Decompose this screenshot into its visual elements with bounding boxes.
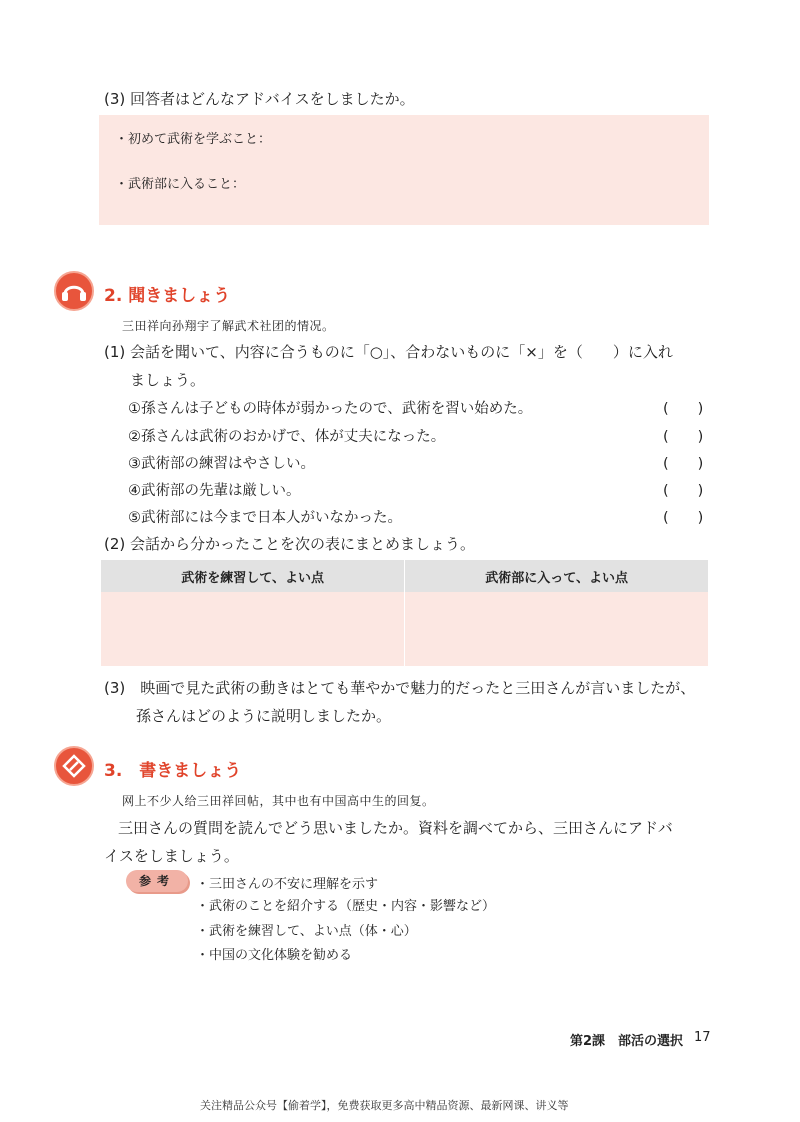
- tf-answer-2[interactable]: ( ): [663, 429, 704, 445]
- tf-item-4: ④武術部の先輩は厳しい。: [128, 483, 301, 499]
- reference-badge: 参考: [126, 870, 188, 892]
- tf-answer-1[interactable]: ( ): [663, 401, 704, 417]
- tf-item-5: ⑤武術部には今まで日本人がいなかった。: [128, 510, 402, 526]
- write-paragraph-line1: 三田さんの質問を読んでどう思いましたか。資料を調べてから、三田さんにアドバ: [118, 819, 673, 837]
- reference-item-2: ・武術のことを紹介する（歴史・内容・影響など）: [196, 899, 496, 914]
- page-number: 17: [694, 1030, 711, 1045]
- footer-note: 关注精品公众号【偷着学】，免费获取更多高中精品资源、最新网课、讲义等: [200, 1099, 569, 1112]
- section-3-subtitle: 网上不少人给三田祥回帖，其中也有中国高中生的回复。: [122, 794, 435, 808]
- tf-answer-3[interactable]: ( ): [663, 456, 704, 472]
- table-cell-practice[interactable]: [101, 592, 405, 666]
- table-header-practice: 武術を練習して、よい点: [101, 560, 405, 592]
- listen-q3-line1: (3) 映画で見た武術の動きはとても華やかで魅力的だったと三田さんが言いましたが、: [104, 679, 696, 697]
- tf-answer-4[interactable]: ( ): [663, 483, 704, 499]
- table-header-club: 武術部に入って、よい点: [405, 560, 709, 592]
- listen-q3-line2: 孫さんはどのように説明しましたか。: [136, 707, 392, 725]
- tf-item-2: ②孫さんは武術のおかげで、体が丈夫になった。: [128, 429, 446, 445]
- reference-item-3: ・武術を練習して、よい点（体・心）: [196, 924, 417, 939]
- listen-q2: (2) 会話から分かったことを次の表にまとめましょう。: [104, 535, 476, 553]
- tf-item-3: ③武術部の練習はやさしい。: [128, 456, 315, 472]
- answer-line-2: ・武術部に入ること：: [115, 177, 246, 192]
- answer-box[interactable]: [99, 115, 709, 225]
- table-cell-club[interactable]: [405, 592, 709, 666]
- tf-answer-5[interactable]: ( ): [663, 510, 704, 526]
- reference-item-4: ・中国の文化体験を勧める: [196, 948, 353, 963]
- listen-icon: [54, 271, 94, 311]
- section-3-title: 3. 書きましょう: [104, 761, 242, 781]
- tf-item-1: ①孫さんは子どもの時体が弱かったので、武術を習い始めた。: [128, 401, 533, 417]
- reference-item-1: ・三田さんの不安に理解を示す: [196, 877, 379, 892]
- answer-line-1: ・初めて武術を学ぶこと：: [115, 132, 272, 147]
- listen-q1-line2: ましょう。: [130, 371, 206, 389]
- section-2-title: 2. 聞きましょう: [104, 286, 231, 306]
- lesson-label: 第2課 部活の選択: [570, 1034, 684, 1049]
- summary-table: [101, 560, 709, 666]
- section-2-subtitle: 三田祥向孙翔宇了解武术社团的情况。: [122, 319, 335, 333]
- listen-q1-line1: (1) 会話を聞いて、内容に合うものに「○」、合わないものに「×」を（ ）に入れ: [104, 343, 673, 361]
- write-icon: [54, 746, 94, 786]
- question-3: (3) 回答者はどんなアドバイスをしましたか。: [104, 90, 415, 108]
- write-paragraph-line2: イスをしましょう。: [104, 847, 239, 865]
